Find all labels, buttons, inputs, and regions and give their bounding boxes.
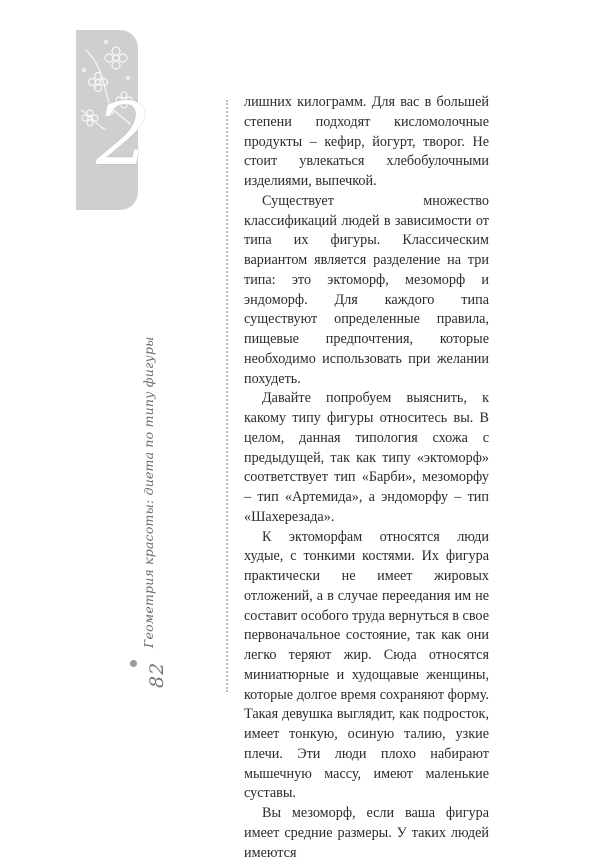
page-number: 82 [146,661,168,688]
running-title: Геометрия красоты: диета по типу фигуры [141,336,156,648]
paragraph: Вы мезоморф, если ваша фигура имеет средние размеры. У таких людей имеются [244,805,489,861]
paragraph: лишних килограмм. Для вас в большей степени подходят кисломолочные продукты – кефир, йогурт, творог. Не стоит увлекаться хлебобулочными изделиями, выпечкой. [244,94,489,189]
bullet-dot [130,660,137,667]
paragraph: Существует множество классификаций людей в зависимости от типа их фигуры. Классическим вариантом является разделение на три типа: это эктоморф, мезоморф и эндоморф. Для каждого типа существуют определенные правила, пищевые предпочтения, которые необходимо использовать при желании похудеть. [244,192,489,387]
dotted-divider [226,100,228,692]
text-column [244,93,489,863]
paragraph: К эктоморфам относятся люди худые, с тонкими костями. Их фигура практически не имеет жировых отложений, а в случае переедания им не составит особого труда вернуться в свое первоначальное состояние, так как они легко теряют жир. Сюда относятся миниатюрные и худощавые женщины, которые долгое время сохраняют форму. Такая девушка выглядит, как подросток, имеет тонкую, осиную талию, узкие плечи. Эти люди плохо набирают мышечную массу, имеют маленькие суставы. [244,528,489,802]
paragraph: Давайте попробуем выяснить, к какому типу фигуры относитесь вы. В целом, данная типология схожа с предыдущей, так как типу «эктоморф» соответствует тип «Барби», мезоморфу – тип «Артемида», а эндоморфу – тип «Шахерезада». [244,390,489,525]
chapter-number: 2 [96,85,151,185]
